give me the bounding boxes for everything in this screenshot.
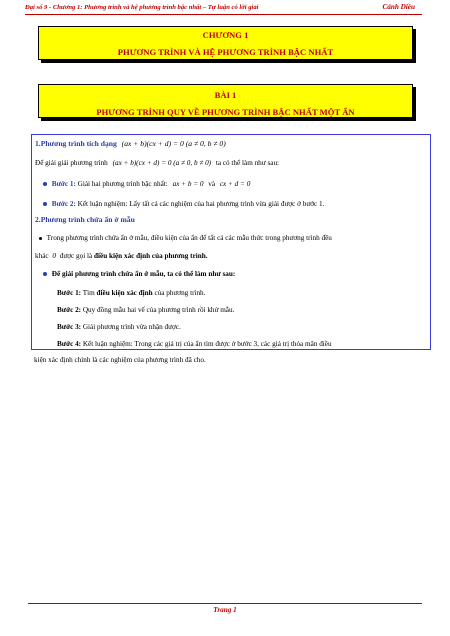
chapter-title: PHƯƠNG TRÌNH VÀ HỆ PHƯƠNG TRÌNH BẬC NHẤT — [117, 47, 334, 57]
section1-title: 1.Phương trình tích dạng (ax + b)(cx + d) = 0 (a ≠ 0, b ≠ 0) — [35, 139, 226, 148]
header-right-text: Cánh Diều — [382, 3, 415, 11]
lesson-title: PHƯƠNG TRÌNH QUY VỀ PHƯƠNG TRÌNH BẬC NHẤT MỘT ẨN — [96, 107, 355, 117]
section2-step4-continuation: kiện xác định chính là các nghiệm của phương trình đã cho. — [34, 356, 206, 364]
section1-step1: Bước 1: Giải hai phương trình bậc nhất: ax + b = 0 và cx + d = 0 — [43, 179, 250, 189]
page-number: Trang 1 — [213, 606, 237, 614]
bullet-icon — [43, 202, 47, 206]
header-divider — [25, 14, 422, 15]
footer-divider — [28, 603, 422, 604]
section2-step1: Bước 1: Tìm điều kiện xác định của phương trình. — [57, 289, 206, 297]
theory-box — [31, 134, 431, 350]
chapter-number: CHƯƠNG 1 — [202, 30, 249, 40]
chapter-banner — [38, 26, 413, 60]
section1-step2: Bước 2: Kết luận nghiệm: Lấy tất cả các nghiệm của hai phương trình vừa giải được ở bước 1. — [43, 199, 324, 209]
bullet-icon — [43, 272, 47, 276]
section2-title: 2.Phương trình chứa ẩn ở mẫu — [35, 215, 135, 224]
header-left-text: Đại số 9 - Chương 1: Phương trình và hệ phương trình bậc nhất – Tự luận có lời giải — [25, 4, 259, 11]
section2-method-heading: Để giải phương trình chứa ẩn ở mẫu, ta có thể làm như sau: — [43, 269, 235, 279]
section2-step3: Bước 3: Giải phương trình vừa nhận được. — [57, 323, 181, 331]
section2-step2: Bước 2: Quy đồng mẫu hai vế của phương trình rồi khử mẫu. — [57, 306, 235, 314]
section2-paragraph1-line2: khác 0 được gọi là điều kiện xác định của phương trình. — [35, 252, 208, 260]
section2-step4: Bước 4: Kết luận nghiệm: Trong các giá trị của ẩn tìm được ở bước 3, các giá trị thỏa mãn điều — [57, 340, 332, 348]
section2-paragraph1-line1: Trong phương trình chứa ẩn ở mẫu, điều kiện của ẩn để tất cả các mẫu thức trong phương trình đều — [39, 233, 332, 243]
lesson-banner — [38, 84, 413, 118]
bullet-icon — [39, 237, 42, 240]
lesson-number: BÀI 1 — [214, 90, 237, 100]
bullet-icon — [43, 182, 47, 186]
section1-intro: Để giải giải phương trình (ax + b)(cx + d) = 0 (a ≠ 0, b ≠ 0) ta có thể làm như sau: — [35, 159, 280, 167]
